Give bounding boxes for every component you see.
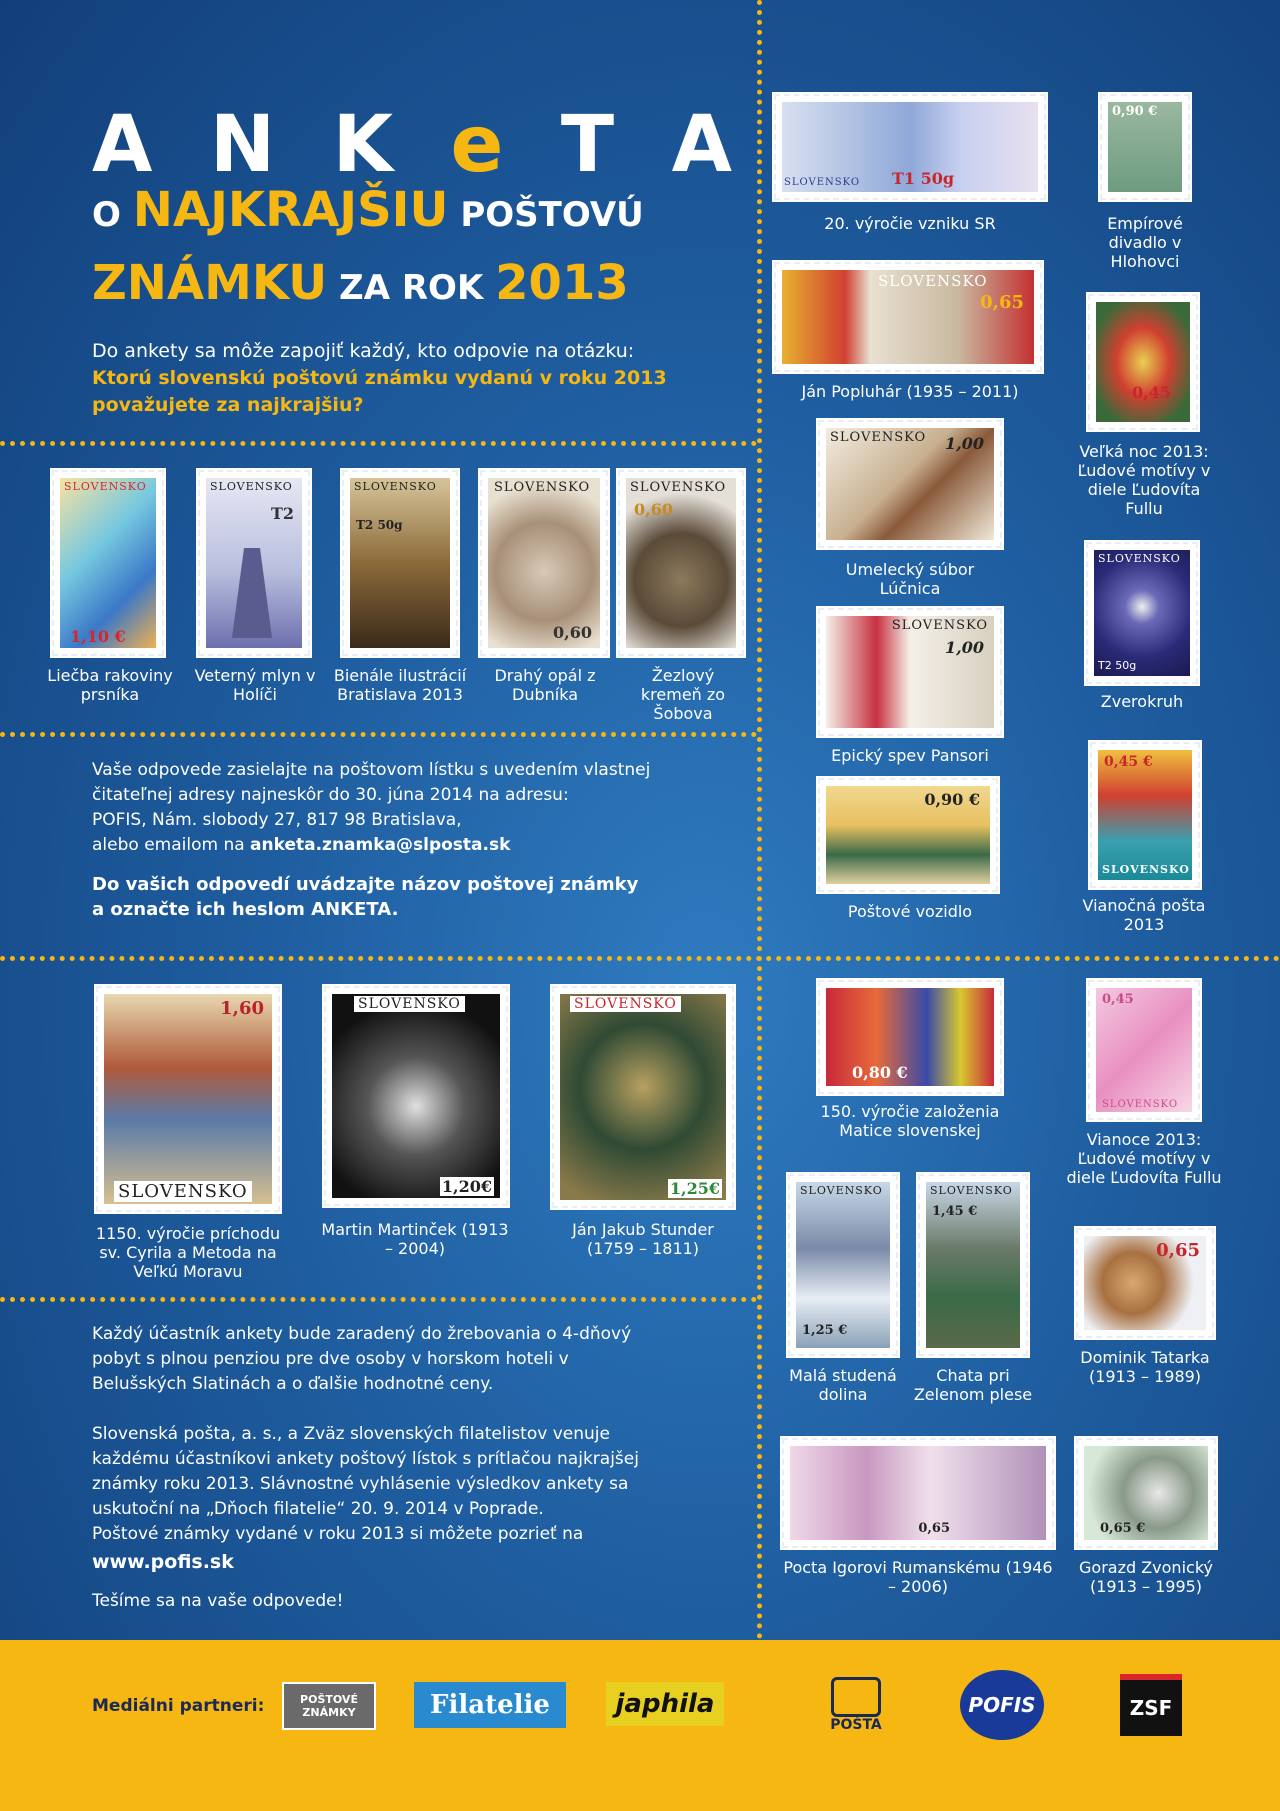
title-text: O	[92, 195, 133, 235]
title-letter: K	[332, 100, 394, 190]
intro-text: Do ankety sa môže zapojiť každý, kto odpovie na otázku:	[92, 340, 635, 362]
logo-text: POŠTA	[830, 1717, 882, 1733]
stamp-caption: Empírové divadlo v Hlohovci	[1107, 214, 1183, 271]
stamp-value: 1,20€	[441, 1177, 492, 1196]
website-link[interactable]: www.pofis.sk	[92, 1551, 234, 1573]
stamp-bienale	[342, 470, 458, 656]
divider-2	[0, 732, 757, 737]
stamp-caption: Zverokruh	[1100, 692, 1184, 711]
stamp-zezlovy-kremen	[618, 470, 744, 656]
closing-text: Tešíme sa na vaše odpovede!	[92, 1591, 344, 1611]
stamp-popluhar	[774, 262, 1042, 372]
stamp-mala-studena-dolina	[788, 1174, 898, 1356]
stamp-country: SLOVENSKO	[354, 996, 465, 1012]
stamp-country: SLOVENSKO	[1102, 1099, 1179, 1110]
title-letter: T	[560, 100, 615, 190]
stamp-caption: Pocta Igorovi Rumanskému (1946 – 2006)	[783, 1558, 1053, 1596]
stamp-value: 1,00	[945, 638, 984, 657]
instructions-line: POFIS, Nám. slobody 27, 817 98 Bratislava,	[92, 810, 462, 830]
stamp-caption: 150. výročie založenia Matice slovenskej	[820, 1102, 1000, 1140]
stamp-country: SLOVENSKO	[114, 1181, 252, 1202]
prize-line: Slovenská pošta, a. s., a Zväz slovenských filatelistov venuje	[92, 1424, 610, 1444]
stamp-value: 0,60	[634, 500, 673, 519]
stamp-pansori	[818, 608, 1002, 736]
stamp-caption: Žezlový kremeň zo Šobova	[640, 666, 726, 723]
stamp-vianocna-posta	[1090, 742, 1200, 888]
prize-line: každému účastníkovi ankety poštový lístok s prítlačou najkrajšej	[92, 1449, 639, 1469]
stamp-country: SLOVENSKO	[570, 996, 681, 1012]
stamp-value: 0,45	[1132, 383, 1171, 402]
stamp-caption: Martin Martinček (1913 – 2004)	[321, 1220, 509, 1258]
question-line-2: považujete za najkrajšiu?	[92, 394, 364, 416]
stamp-value: 0,45	[1102, 992, 1134, 1007]
logo-postove-znamky[interactable]	[282, 1682, 376, 1730]
divider-3	[0, 956, 1280, 961]
stamp-value: T2 50g	[356, 518, 403, 532]
stamp-value: 0,65	[918, 1521, 950, 1536]
instructions-line: čitateľnej adresy najneskôr do 30. júna 2014 na adresu:	[92, 785, 569, 805]
stamp-caption: Epický spev Pansori	[831, 746, 989, 765]
stamp-value: 1,45 €	[932, 1204, 978, 1219]
prize-line: Belušských Slatinách a o ďalšie hodnotné ceny.	[92, 1374, 494, 1394]
prize-line: známky roku 2013. Slávnostné vyhlásenie výsledkov ankety sa	[92, 1474, 629, 1494]
stamp-value: 1,10 €	[70, 627, 126, 646]
stamp-drahy-opal	[480, 470, 608, 656]
logo-slovenska-posta[interactable]	[816, 1672, 896, 1738]
logo-text: POFIS	[968, 1693, 1036, 1717]
stamp-value: 0,90 €	[1112, 104, 1158, 119]
stamp-caption: Bienále ilustrácií Bratislava 2013	[333, 666, 467, 704]
stamp-empirove-divadlo	[1100, 94, 1190, 200]
stamp-20-vyrocie	[774, 94, 1046, 200]
stamp-vianoce-fulla	[1088, 980, 1200, 1120]
logo-text: Filatelie	[430, 1690, 550, 1720]
instructions-bold: Do vašich odpovedí uvádzajte názov poštovej známky	[92, 874, 639, 895]
email-link[interactable]: anketa.znamka@slposta.sk	[250, 835, 511, 855]
stamp-country: SLOVENSKO	[784, 177, 861, 188]
prize-line: Každý účastník ankety bude zaradený do žrebovania o 4-dňový	[92, 1324, 632, 1344]
title-highlight: NAJKRAJŠIU	[132, 182, 449, 238]
stamp-value: 1,60	[220, 998, 264, 1019]
stamp-country: SLOVENSKO	[64, 480, 147, 493]
instructions	[92, 758, 732, 922]
title-line-3	[92, 255, 629, 311]
title-line-2	[92, 182, 644, 238]
stamp-caption: Drahý opál z Dubníka	[494, 666, 596, 704]
prize-info	[92, 1322, 732, 1614]
stamp-value: 1,25 €	[802, 1323, 848, 1338]
stamp-country: SLOVENSKO	[930, 1184, 1013, 1197]
stamp-value: 1,25€	[669, 1179, 720, 1198]
stamp-liecba-rakoviny	[52, 470, 164, 656]
stamp-value: 0,65	[980, 292, 1024, 313]
stamp-caption: Umelecký súbor Lúčnica	[845, 560, 975, 598]
prize-line: uskutoční na „Dňoch filatelie“ 20. 9. 2014 v Poprade.	[92, 1499, 544, 1519]
stamp-lucnica	[818, 420, 1002, 548]
stamp-country: SLOVENSKO	[210, 480, 293, 493]
title-letter: e	[450, 100, 504, 190]
stamp-caption: Dominik Tatarka (1913 – 1989)	[1080, 1348, 1210, 1386]
instructions-bold: a označte ich heslom ANKETA.	[92, 899, 399, 920]
stamp-caption: Veterný mlyn v Holíči	[194, 666, 316, 704]
stamp-chata-zelene-pleso	[918, 1174, 1028, 1356]
stamp-value: 0,45 €	[1104, 754, 1153, 770]
stamp-veterny-mlyn	[198, 470, 310, 656]
stamp-country: SLOVENSKO	[1102, 863, 1190, 876]
stamp-caption: Vianočná pošta 2013	[1082, 896, 1206, 934]
divider-1	[0, 441, 757, 446]
stamp-value: T1 50g	[892, 169, 955, 188]
divider-4	[0, 1297, 757, 1302]
logo-filatelie[interactable]	[414, 1682, 566, 1728]
stamp-caption: Gorazd Zvonický (1913 – 1995)	[1079, 1558, 1213, 1596]
stamp-value: 0,65 €	[1100, 1521, 1146, 1536]
title-year: 2013	[495, 255, 629, 311]
logo-text: POŠTOVÉ ZNÁMKY	[300, 1693, 358, 1719]
title-letter: N	[209, 100, 276, 190]
stamp-country: SLOVENSKO	[630, 480, 727, 495]
stamp-value: 0,80 €	[852, 1063, 908, 1082]
instructions-email-line	[92, 833, 732, 858]
stamp-value: 0,60	[553, 623, 592, 642]
stamp-caption: Veľká noc 2013: Ľudové motívy v diele Ľudovíta Fullu	[1077, 442, 1211, 518]
stamp-martincek	[324, 986, 508, 1206]
title-anketa	[92, 100, 732, 190]
stamp-country: SLOVENSKO	[830, 430, 927, 445]
logo-japhila[interactable]	[606, 1682, 724, 1726]
logo-pofis[interactable]	[960, 1670, 1044, 1740]
stamp-caption: Ján Popluhár (1935 – 2011)	[801, 382, 1019, 401]
stamp-postove-vozidlo	[818, 778, 998, 892]
stamp-caption: Malá studená dolina	[789, 1366, 897, 1404]
stamp-matica-slovenska	[818, 980, 1002, 1094]
stamp-value: T2 50g	[1098, 659, 1137, 672]
prize-line: Poštové známky vydané v roku 2013 si môžete pozrieť na	[92, 1524, 584, 1544]
stamp-zverokruh	[1086, 542, 1198, 684]
logo-text: japhila	[615, 1689, 715, 1719]
intro	[92, 338, 732, 419]
stamp-stunder	[552, 986, 734, 1208]
question-line-1: Ktorú slovenskú poštovú známku vydanú v roku 2013	[92, 367, 667, 389]
stamp-caption: 1150. výročie príchodu sv. Cyrila a Metoda na Veľkú Moravu	[95, 1224, 281, 1281]
instructions-text: alebo emailom na	[92, 835, 251, 855]
stamp-caption: Vianoce 2013: Ľudové motívy v diele Ľudovíta Fullu	[1066, 1130, 1222, 1187]
stamp-cyril-metod	[96, 986, 280, 1212]
logo-zsf[interactable]	[1120, 1674, 1182, 1736]
post-horn-icon	[831, 1677, 881, 1717]
title-text: ZA ROK	[327, 268, 496, 308]
stamp-caption: Liečba rakoviny prsníka	[47, 666, 173, 704]
partners-label: Mediálni partneri:	[92, 1696, 265, 1716]
stamp-value: 0,65	[1156, 1240, 1200, 1261]
stamp-value: 0,90 €	[924, 790, 980, 809]
stamp-country: SLOVENSKO	[1098, 552, 1181, 565]
stamp-country: SLOVENSKO	[878, 272, 988, 290]
stamp-dominik-tatarka	[1076, 1228, 1214, 1338]
stamp-pocta-rumanskemu	[782, 1438, 1054, 1548]
stamp-caption: Poštové vozidlo	[847, 902, 973, 921]
title-highlight: ZNÁMKU	[92, 255, 328, 311]
stamp-value: T2	[270, 504, 294, 523]
stamp-caption: Chata pri Zelenom plese	[913, 1366, 1033, 1404]
logo-text: ZSF	[1129, 1696, 1173, 1720]
stamp-country: SLOVENSKO	[891, 618, 988, 633]
prize-line: pobyt s plnou penziou pre dve osoby v horskom hoteli v	[92, 1349, 569, 1369]
stamp-caption: 20. výročie vzniku SR	[824, 214, 996, 233]
title-letter: A	[671, 100, 732, 190]
windmill-icon	[232, 548, 272, 638]
stamp-caption: Ján Jakub Stunder (1759 – 1811)	[572, 1220, 714, 1258]
stamp-value: 1,00	[945, 434, 984, 453]
stamp-gorazd-zvonicky	[1076, 1438, 1216, 1548]
title-letter: A	[92, 100, 153, 190]
vertical-divider	[757, 0, 762, 1640]
stamp-velka-noc	[1088, 294, 1198, 430]
title-text: POŠTOVÚ	[448, 195, 644, 235]
instructions-line: Vaše odpovede zasielajte na poštovom lístku s uvedením vlastnej	[92, 760, 651, 780]
stamp-country: SLOVENSKO	[354, 480, 437, 493]
stamp-country: SLOVENSKO	[494, 480, 591, 495]
stamp-country: SLOVENSKO	[800, 1184, 883, 1197]
